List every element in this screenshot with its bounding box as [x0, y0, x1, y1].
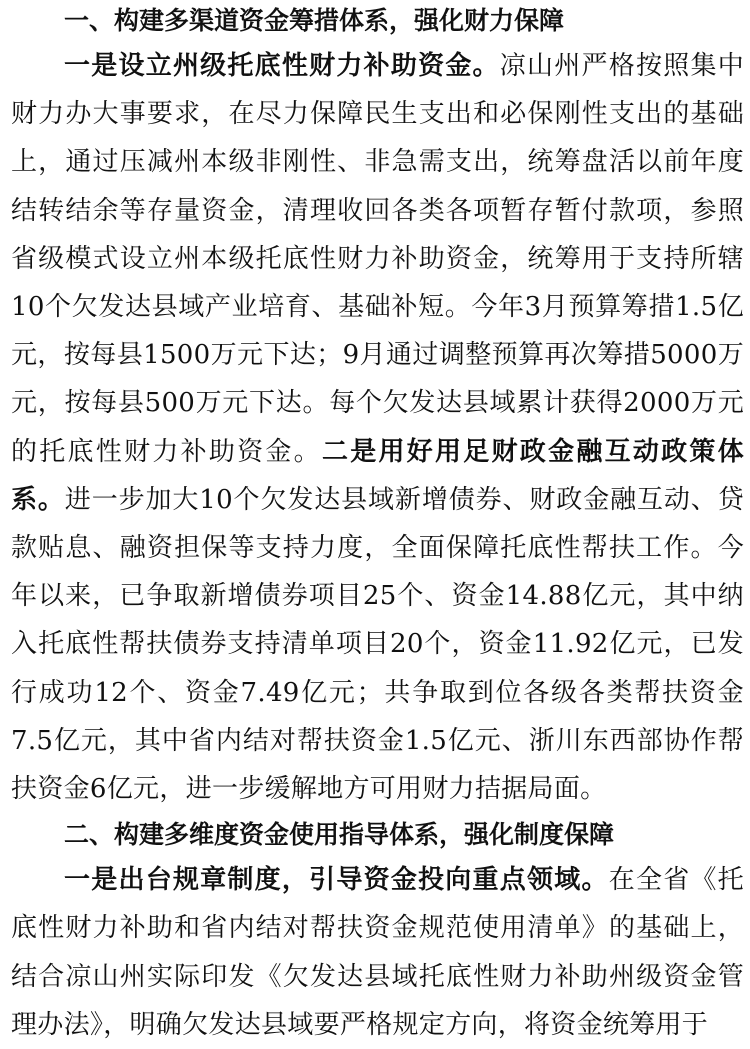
section-2-paragraph: [11, 856, 744, 1049]
section-1-paragraph: [11, 42, 744, 813]
section-2-body-1: 在全省《托底性财力补助和省内结对帮扶资金规范使用清单》的基础上，结合凉山州实际印发《欠发达县域托底性财力补助州级资金管理办法》，明确欠发达县域要严格规定方向，将资金统筹用于: [11, 865, 744, 1040]
section-1-lead-2: 二是用好用足财政金融互动政策体系。: [11, 436, 744, 515]
section-2-lead-1: 一是出台规章制度，引导资金投向重点领域。: [64, 865, 609, 896]
section-1-body-1: 凉山州严格按照集中财力办大事要求，在尽力保障民生支出和必保刚性支出的基础上，通过压减州本级非刚性、非急需支出，统筹盘活以前年度结转结余等存量资金，清理收回各类各项暂存暂付款项，参照省级模式设立州本级托底性财力补助资金，统筹用于支持所辖10个欠发达县域产业培育、基础补短。今年3月预算筹措1.5亿元，按每县1500万元下达；9月通过调整预算再次筹措5000万元，按每县500万元下达。每个欠发达县域累计获得2000万元的托底性财力补助资金。: [11, 51, 744, 467]
section-1-body-2: 进一步加大10个欠发达县域新增债券、财政金融互动、贷款贴息、融资担保等支持力度，全面保障托底性帮扶工作。今年以来，已争取新增债券项目25个、资金14.88亿元，其中纳入托底性帮扶债券支持清单项目20个，资金11.92亿元，已发行成功12个、资金7.49亿元；共争取到位各级各类帮扶资金7.5亿元，其中省内结对帮扶资金1.5亿元、浙川东西部协作帮扶资金6亿元，进一步缓解地方可用财力拮据局面。: [11, 484, 744, 805]
section-2-heading: 二、构建多维度资金使用指导体系，强化制度保障: [64, 820, 615, 850]
section-1-lead-1: 一是设立州级托底性财力补助资金。: [64, 51, 500, 81]
section-1-heading: 一、构建多渠道资金筹措体系，强化财力保障: [64, 6, 565, 35]
